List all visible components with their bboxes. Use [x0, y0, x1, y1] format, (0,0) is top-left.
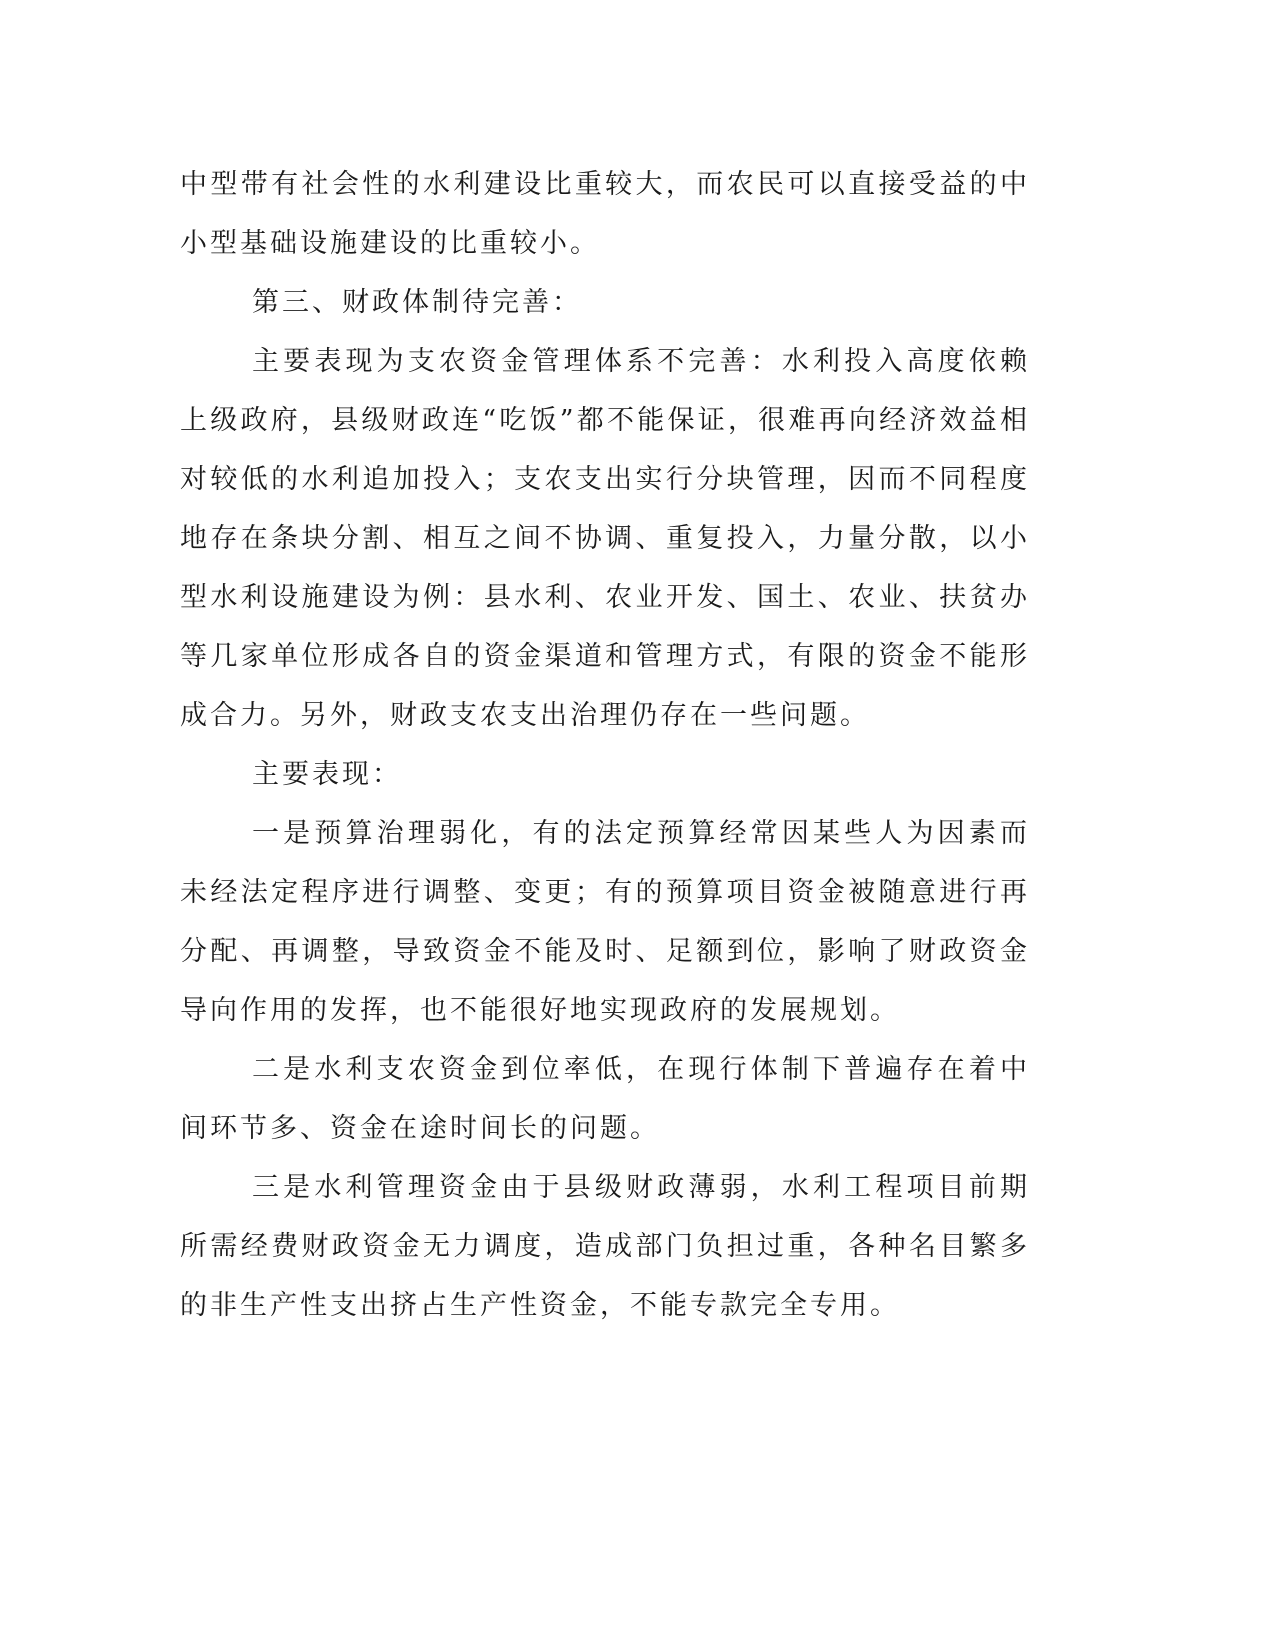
paragraph-point-three: 三是水利管理资金由于县级财政薄弱，水利工程项目前期所需经费财政资金无力调度，造成部门负担过重，各种名目繁多的非生产性支出挤占生产性资金，不能专款完全专用。	[180, 1172, 1030, 1321]
subheading-main-manifestations: 主要表现：	[252, 759, 402, 790]
section-heading-third: 第三、财政体制待完善：	[252, 287, 582, 318]
paragraph-point-two: 二是水利支农资金到位率低，在现行体制下普遍存在着中间环节多、资金在途时间长的问题。	[180, 1054, 1030, 1144]
document-body	[180, 155, 1030, 1335]
paragraph-continuation: 中型带有社会性的水利建设比重较大，而农民可以直接受益的中小型基础设施建设的比重较小。	[180, 169, 1030, 259]
paragraph-point-one: 一是预算治理弱化，有的法定预算经常因某些人为因素而未经法定程序进行调整、变更；有的预算项目资金被随意进行再分配、再调整，导致资金不能及时、足额到位，影响了财政资金导向作用的发挥，也不能很好地实现政府的发展规划。	[180, 818, 1030, 1026]
paragraph-main-manifestation: 主要表现为支农资金管理体系不完善：水利投入高度依赖上级政府，县级财政连“吃饭”都不能保证，很难再向经济效益相对较低的水利追加投入；支农支出实行分块管理，因而不同程度地存在条块分割、相互之间不协调、重复投入，力量分散，以小型水利设施建设为例：县水利、农业开发、国土、农业、扶贫办等几家单位形成各自的资金渠道和管理方式，有限的资金不能形成合力。另外，财政支农支出治理仍存在一些问题。	[180, 346, 1030, 731]
